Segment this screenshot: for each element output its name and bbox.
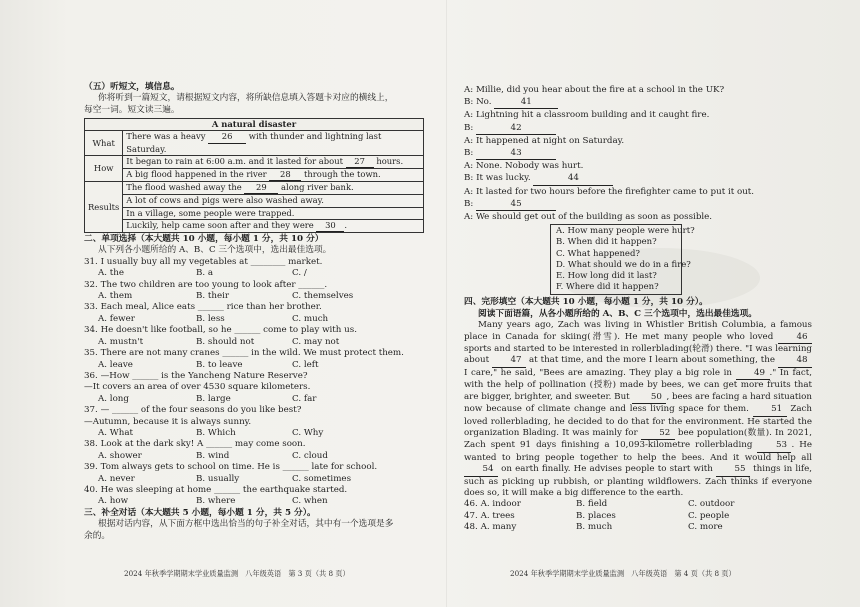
blank-28[interactable]: 28: [269, 169, 301, 181]
dialog-line: B: 43: [464, 147, 812, 160]
options-32: A. them B. their C. themselves: [98, 291, 354, 302]
section-3-title: 三、补全对话（本大题共 5 小题，每小题 1 分，共 5 分）。: [84, 507, 316, 518]
results-cell-4: Luckily, help came soon after and they were 30 .: [123, 219, 424, 232]
dialog-line: A: Millie, did you hear about the fire at a school in the UK?: [464, 85, 725, 95]
dialog-options-box: [550, 224, 695, 295]
results-cell-3: In a village, some people were trapped.: [123, 207, 424, 219]
dialog-line: B: 45: [464, 198, 812, 211]
table-title: A natural disaster: [85, 119, 424, 131]
section-5-instruction: 你将听到一篇短文，请根据短文内容，将所缺信息填入答题卡对应的横线上，: [98, 93, 394, 104]
section-5-instruction-cont: 每空一词。短文读三遍。: [84, 104, 180, 115]
page-3: [84, 82, 424, 542]
results-cell-2: A lot of cows and pigs were also washed away.: [123, 195, 424, 207]
blank-49[interactable]: 49: [736, 368, 770, 380]
dialog-line: A: It happened at night on Saturday.: [464, 135, 625, 146]
options-40: A. how B. where C. when: [98, 496, 328, 507]
question-36: 36. —How ______ is the Yancheng Nature Reserve? —It covers an area of over 4530 square kilometers. A. long B. large C. far: [84, 371, 424, 405]
section-4-instruction: 阅读下面语篇，从各小题所给的 A、B、C 三个选项中，选出最佳选项。: [478, 308, 757, 319]
what-cell: There was a heavy 26 with thunder and lightning last Saturday.: [123, 131, 424, 155]
blank-55[interactable]: 55: [716, 464, 750, 476]
question-35: 35. There are not many cranes ______ in the wild. We must protect them. A. leave B. to leave C. left: [84, 348, 424, 371]
options-48: 48. A. many B. much C. more: [464, 522, 723, 533]
row-label-results: Results: [85, 182, 123, 233]
question-37: 37. — ______ of the four seasons do you like best? —Autumn, because it is always sunny. A. What B. Which C. Why: [84, 405, 424, 439]
blank-41[interactable]: 41: [494, 96, 558, 109]
footer-page-4: 2024 年秋季学期期末学业质量监测 八年级英语 第 4 页（共 8 页）: [510, 569, 736, 578]
options-46: 46. A. indoor B. field C. outdoor: [464, 499, 735, 510]
question-39: 39. Tom always gets to school on time. He is ______ late for school. A. never B. usually C. sometimes: [84, 462, 424, 485]
blank-26[interactable]: 26: [208, 131, 246, 143]
options-39: A. never B. usually C. sometimes: [98, 473, 352, 484]
question-list: [84, 257, 424, 508]
blank-29[interactable]: 29: [244, 182, 278, 194]
dialog-line: A: It lasted for two hours before the firefighter came to put it out.: [464, 186, 755, 197]
dialog-line: A: We should get out of the building as soon as possible.: [464, 212, 713, 223]
footer-page-3: 2024 年秋季学期期末学业质量监测 八年级英语 第 3 页（共 8 页）: [124, 569, 350, 578]
section-3-instruction: 根据对话内容，从下面方框中选出恰当的句子补全对话，其中有一个选项是多: [98, 519, 394, 530]
options-33: A. fewer B. less C. much: [98, 313, 329, 324]
dialog-line: B: It was lucky. 44: [464, 172, 812, 185]
dialog-option[interactable]: C. What happened?: [556, 248, 640, 259]
options-37: A. What B. Which C. Why: [98, 427, 324, 438]
question-38: 38. Look at the dark sky! A ______ may come soon. A. shower B. wind C. cloud: [84, 439, 424, 462]
question-31: 31. I usually buy all my vegetables at ________ market. A. the B. a C. /: [84, 257, 424, 280]
results-cell-1: The flood washed away the 29 along river bank.: [123, 182, 424, 195]
section-2-instruction: 从下列各小题所给的 A、B、C 三个选项中，选出最佳选项。: [98, 245, 332, 256]
how-cell-1: It began to rain at 6:00 a.m. and it lasted for about 27 hours.: [123, 155, 424, 168]
blank-46[interactable]: 46: [778, 332, 812, 344]
section-4-title: 四、完形填空（本大题共 10 小题，每小题 1 分，共 10 分）。: [464, 297, 708, 308]
cloze-options: [464, 499, 812, 533]
dialog-line: B: 42: [464, 122, 812, 135]
dialog-line: A: None. Nobody was hurt.: [464, 161, 584, 172]
dialog-option[interactable]: D. What should we do in a fire?: [556, 259, 691, 270]
options-34: A. mustn't B. should not C. may not: [98, 336, 340, 347]
question-40: 40. He was sleeping at home ______ the earthquake started. A. how B. where C. when: [84, 485, 424, 508]
dialog-line: A: Lightning hit a classroom building and it caught fire.: [464, 110, 710, 121]
blank-51[interactable]: 51: [753, 404, 787, 416]
dialog-line: B: No. 41: [464, 96, 812, 109]
options-31: A. the B. a C. /: [98, 268, 307, 279]
blank-30[interactable]: 30: [316, 220, 344, 232]
blank-42[interactable]: 42: [476, 122, 556, 135]
options-38: A. shower B. wind C. cloud: [98, 450, 328, 461]
disaster-table: [84, 118, 424, 233]
blank-48[interactable]: 48: [778, 355, 812, 367]
row-label-what: What: [85, 131, 123, 155]
blank-54[interactable]: 54: [464, 464, 498, 476]
page-fold: [446, 0, 447, 607]
question-34: 34. He doesn't like football, so he ______ come to play with us. A. mustn't B. should not C. may not: [84, 325, 424, 348]
section-5-title: （五）听短文，填信息。: [84, 82, 180, 92]
options-35: A. leave B. to leave C. left: [98, 359, 319, 370]
blank-27[interactable]: 27: [346, 156, 374, 168]
options-36: A. long B. large C. far: [98, 393, 317, 404]
page-4: [464, 84, 812, 534]
dialog-option[interactable]: A. How many people were hurt?: [556, 226, 695, 237]
blank-52[interactable]: 52: [641, 428, 675, 440]
blank-53[interactable]: 53: [757, 440, 791, 452]
cloze-passage: Many years ago, Zach was living in Whistler British Columbia, a famous place in Canada for skiing(滑雪). He met many people who loved 46 sports and started to be interested in rollerblading(轮滑) there. "I was learning about 47 at that time, and the more I learn about something, the 48 I care," he said, "Bees are amazing. They play a big role in 49 ." In fact, with the help of pollination (授粉) made by bees, we can get more fruits that are bigger, brighter, and sweeter. But 50 , bees are facing a hard situation now because of climate change and less living space for them. 51 Zach loved rollerblading, he decided to do that for the environment. He started the organization Blading. It was mainly for 52 bee population(数量). In 2021, Zach spent 91 days finishing a 10,093-kilometre rollerblading 53 . He wanted to bring people together to help the bees. And it would help all 54 on earth finally. He advises people to start with 55 things in life, such as picking up rubbish, or planting wildflowers. Zach thinks if everyone does so, it will make a big difference to the earth.: [464, 320, 813, 498]
section-2-title: 二、单项选择（本大题共 10 小题，每小题 1 分，共 10 分）: [84, 234, 324, 245]
blank-43[interactable]: 43: [476, 147, 556, 160]
blank-44[interactable]: 44: [533, 172, 613, 185]
options-47: 47. A. trees B. places C. people: [464, 510, 730, 521]
blank-47[interactable]: 47: [492, 355, 526, 367]
row-label-how: How: [85, 155, 123, 181]
blank-50[interactable]: 50: [632, 392, 666, 404]
question-33: 33. Each meal, Alice eats ______ rice than her brother. A. fewer B. less C. much: [84, 302, 424, 325]
dialog-option[interactable]: E. How long did it last?: [556, 271, 657, 282]
dialog-option[interactable]: B. When did it happen?: [556, 237, 657, 248]
how-cell-2: A big flood happened in the river 28 through the town.: [123, 169, 424, 182]
dialog-option[interactable]: F. Where did it happen?: [556, 282, 659, 293]
dialog: [464, 84, 812, 223]
section-3-instruction-cont: 余的。: [84, 530, 111, 541]
blank-45[interactable]: 45: [476, 198, 556, 211]
question-32: 32. The two children are too young to look after ______. A. them B. their C. themselves: [84, 280, 424, 303]
